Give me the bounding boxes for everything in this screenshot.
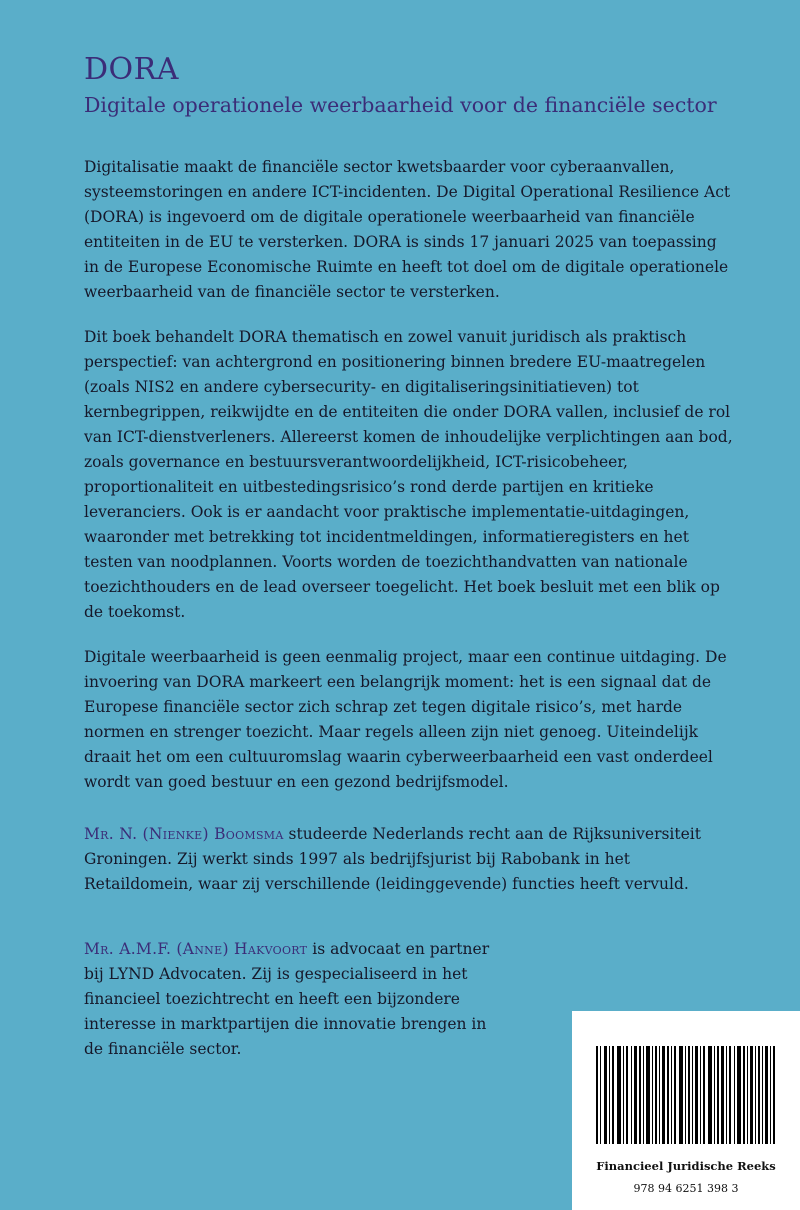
book-title: DORA bbox=[84, 52, 179, 87]
blurb-paragraph-3: Digitale weerbaarheid is geen eenmalig project, maar een continue uitdaging. De invoering van DORA markeert een belangrijk moment: het is een signaal dat de Europese financiële sector zich schrap zet tegen digitale risico’s, met harde normen en strenger toezicht. Maar regels alleen zijn niet genoeg. Uiteindelijk draait het om een cultuuromslag waarin cyberweerbaarheid een vast onderdeel wordt van goed bestuur en een gezond bedrijfsmodel. bbox=[84, 648, 727, 791]
author-bio-1 bbox=[84, 822, 736, 897]
author-bio-text-2: is advocaat en partner bij LYND Advocaten. Zij is gespecialiseerd in het financieel toezichtrecht en heeft een bijzondere interesse in marktpartijen die innovatie brengen in de financiële sector. bbox=[84, 940, 490, 1058]
blurb-paragraph-2: Dit boek behandelt DORA thematisch en zowel vanuit juridisch als praktisch perspectief: van achtergrond en positionering binnen bredere EU-maatregelen (zoals NIS2 en andere cybersecurity- en digitaliseringsinitiatieven) tot kernbegrippen, reikwijdte en de entiteiten die onder DORA vallen, inclusief de rol van ICT-dienstverleners. Allereerst komen de inhoudelijke verplichtingen aan bod, zoals governance en bestuursverantwoordelijkheid, ICT-risicobeheer, proportionaliteit en uitbestedingsrisico’s rond derde partijen en kritieke leveranciers. Ook is er aandacht voor praktische implementatie-uitdagingen, waaronder met betrekking tot incidentmeldingen, informatieregisters en het testen van noodplannen. Voorts worden de toezichthandvatten van nationale toezichthouders en de lead overseer toegelicht. Het boek besluit met een blik op de toekomst. bbox=[84, 328, 733, 621]
blurb-paragraph-1: Digitalisatie maakt de financiële sector kwetsbaarder voor cyberaanvallen, systeemstoringen en andere ICT-incidenten. De Digital Operational Resilience Act (DORA) is ingevoerd om de digitale operationele weerbaarheid van financiële entiteiten in de EU te versterken. DORA is sinds 17 januari 2025 van toepassing in de Europese Economische Ruimte en heeft tot doel om de digitale operationele weerbaarheid van de financiële sector te versterken. bbox=[84, 158, 731, 301]
series-name: Financieel Juridische Reeks bbox=[596, 1159, 776, 1173]
author-bio-2 bbox=[84, 937, 504, 1062]
isbn-number: 978 94 6251 398 3 bbox=[633, 1182, 739, 1195]
barcode-panel bbox=[572, 1011, 800, 1210]
author-name-2: Mr. A.M.F. (Anne) Hakvoort bbox=[84, 940, 308, 958]
barcode-icon bbox=[596, 1046, 776, 1144]
author-bio-text-1: studeerde Nederlands recht aan de Rijksuniversiteit Groningen. Zij werkt sinds 1997 als bedrijfsjurist bij Rabobank in het Retaildomein, waar zij verschillende (leidinggevende) functies heeft vervuld. bbox=[84, 825, 701, 893]
book-subtitle: Digitale operationele weerbaarheid voor de financiële sector bbox=[84, 93, 717, 117]
author-name-1: Mr. N. (Nienke) Boomsma bbox=[84, 825, 284, 843]
